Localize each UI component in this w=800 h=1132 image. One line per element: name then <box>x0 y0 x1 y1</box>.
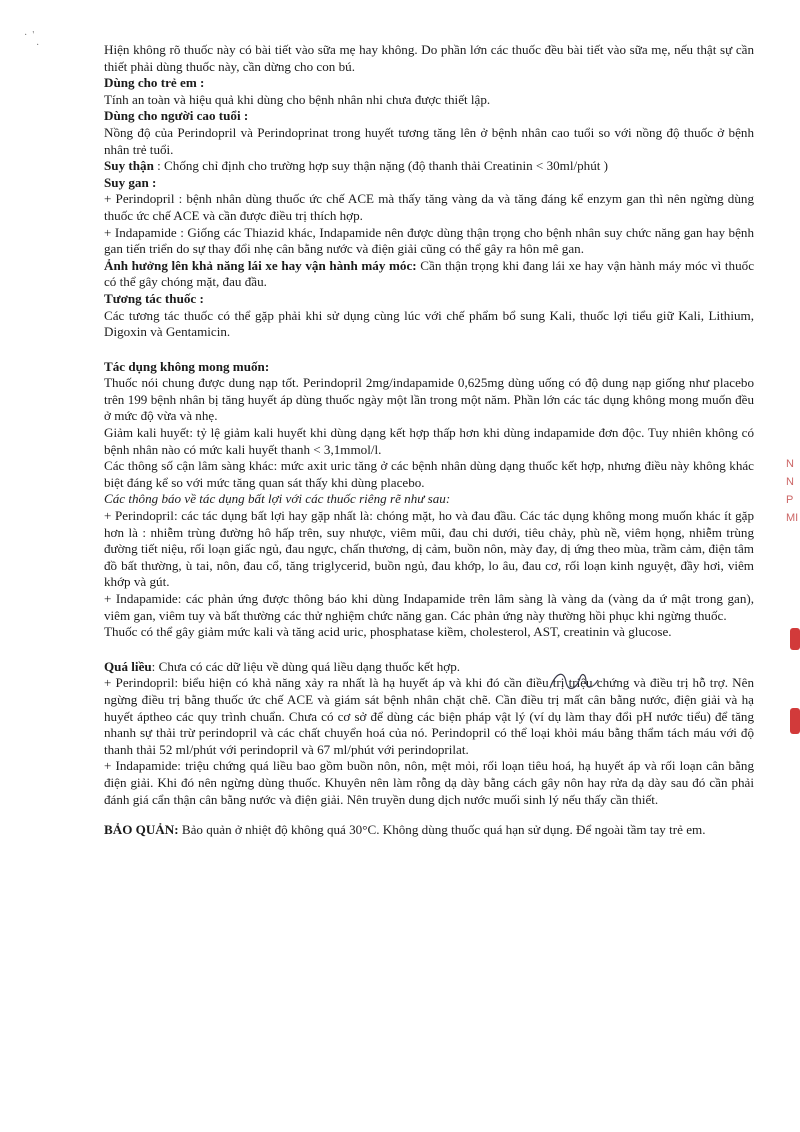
inline-text: Bảo quản ở nhiệt độ không quá 30°C. Không dùng thuốc quá hạn sử dụng. Để ngoài tầm tay trẻ em. <box>178 822 706 838</box>
paragraph: Nồng độ của Perindopril và Perindoprinat trong huyết tương tăng lên ở bệnh nhân cao tuổi so với nồng độ thuốc ở bệnh nhân trẻ tuổi. <box>104 124 754 157</box>
inline-text: Cần thận trọng khi đang lái xe hay vận hành máy móc vì thuốc có thể gây chóng mặt, đau đầu. <box>104 257 755 290</box>
margin-stamp-letter: N <box>786 476 794 488</box>
handwritten-initials <box>546 668 616 694</box>
red-stamp-mark <box>790 708 800 734</box>
paragraph: Các tương tác thuốc có thể gặp phải khi sử dụng cùng lúc với chế phẩm bổ sung Kali, thuốc lợi tiểu giữ Kali, Lithium, Digoxin và Gentamicin. <box>104 307 754 340</box>
paragraph: Hiện không rõ thuốc này có bài tiết vào sữa mẹ hay không. Do phần lớn các thuốc đều bài tiết vào sữa mẹ, nếu thật sự cần thiết phải dùng thuốc này, cần dừng cho con bú. <box>104 42 754 74</box>
margin-stamp-letter: P <box>786 494 794 506</box>
paragraph: + Indapamide: triệu chứng quá liều bao gồm buồn nôn, nôn, mệt mỏi, rối loạn tiêu hoá, hạ huyết áp và rối loạn cân bằng điện giải. Khi đó nên ngừng dùng thuốc. Khuyên nên làm rỗng dạ dày bằng cách gây nôn hay rửa dạ dày sau đó cần phải đánh giá cẩn thận cân bằng nước và điện giải. Nên truyền dung dịch nước muối sinh lý nếu thấy cần thiết. <box>104 758 754 807</box>
paragraph: + Perindopril : bệnh nhân dùng thuốc ức chế ACE mà thấy tăng vàng da và tăng đáng kể enzym gan thì nên ngừng dùng thuốc ức chế ACE và cần được điều trị thích hợp. <box>104 191 754 223</box>
section-heading: Dùng cho trẻ em : <box>104 75 205 91</box>
paragraph: + Indapamide : Giống các Thiazid khác, Indapamide nên được dùng thận trọng cho bệnh nhân suy chức năng gan hay bệnh gan tiến triển do sự thay đổi nhẹ cân bằng nước và điện giải cũng có thể gây ra hôn mê gan. <box>104 224 754 257</box>
paragraph <box>104 822 754 839</box>
paragraph: Các thông số cận lâm sàng khác: mức axit uric tăng ở các bệnh nhân dùng dạng thuốc kết hợp, nhưng điều này không khác biệt đáng kể so với mức tăng quan sát thấy khi dùng placebo. <box>104 458 754 490</box>
spacer <box>104 641 754 659</box>
paragraph: + Perindopril: biểu hiện có khả năng xảy ra nhất là hạ huyết áp và khi đó cần điều trị triệu chứng và điều trị hỗ trợ. Nên ngừng điều trị bằng thuốc ức chế ACE và giám sát bệnh nhân chặt chẽ. Cần điều trị mất cân bằng nước, điện giải và hạ huyết ápthеo các quy trình chuẩn. Chưa có cơ sở để dùng các biện pháp vật lý (ví dụ làm thay đổi pH nước tiểu) để tăng nhanh sự thải trừ perindopril và các chất chuyển hoá của nó. Perindopril có thể loại khỏi máu bằng thẩm tách máu với độ thanh thải 52 ml/phút với perindopril và 67 ml/phút với perindoprilat. <box>104 675 754 757</box>
paragraph <box>104 158 754 175</box>
inline-text: : Chống chỉ định cho trường hợp suy thận nặng (độ thanh thải Creatinin < 30ml/phút ) <box>153 158 609 174</box>
paragraph: + Perindopril: các tác dụng bất lợi hay gặp nhất là: chóng mặt, ho và đau đầu. Các tác dụng không mong muốn khác ít gặp hơn là : nhiễm trùng đường hô hấp trên, suy nhược, viêm mũi, đau chi dưới, tiêu chảy, phù nề, viêm họng, nhiễm trùng đường tiết niệu, rối loạn giấc ngủ, đau ngực, chấn thương, dị cảm, buồn nôn, mày đay, dị ứng theo mùa, trầm cảm, điện tâm đồ bất thường, ù tai, nôn, đau cổ, tăng triglycerid, buồn ngủ, đau khớp, lo âu, đau cơ, rối loạn kinh nguyệt, đầy hơi, viêm khớp và gút. <box>104 508 754 590</box>
margin-stamp-letter: MI <box>786 512 799 524</box>
spacer <box>104 341 754 359</box>
section-heading: Tương tác thuốc : <box>104 290 204 306</box>
inline-heading: Suy thận <box>104 158 154 174</box>
red-stamp-mark <box>790 628 800 650</box>
margin-stamp-letter: N <box>786 458 794 470</box>
spacer <box>104 808 754 822</box>
paragraph: Thuốc nói chung được dung nạp tốt. Perindopril 2mg/indapamide 0,625mg dùng uống có độ dung nạp giống như placebo trên 199 bệnh nhân bị tăng huyết áp dùng thuốc ngày một lần trong một năm. Phần lớn các tác dụng không mong muốn đều ở mức độ vừa và nhẹ. <box>104 375 754 424</box>
paragraph: Các thông báo về tác dụng bất lợi với các thuốc riêng rẽ như sau: <box>104 491 451 507</box>
inline-heading: Quá liều <box>104 658 152 674</box>
inline-text: : Chưa có các dữ liệu về dùng quá liều dạng thuốc kết hợp. <box>151 658 461 674</box>
paragraph: Giảm kali huyết: tỷ lệ giảm kali huyết khi dùng dạng kết hợp thấp hơn khi dùng indapamide đơn độc. Tuy nhiên không có bệnh nhân nào có mức kali huyết thanh < 3,1mmol/l. <box>104 425 754 457</box>
inline-heading: BẢO QUẢN: <box>104 822 179 838</box>
document-page <box>104 42 754 839</box>
scan-specks: · <box>36 40 40 51</box>
section-heading: Dùng cho người cao tuổi : <box>104 108 249 124</box>
section-heading: Tác dụng không mong muốn: <box>104 358 270 374</box>
paragraph: Tính an toàn và hiệu quả khi dùng cho bệnh nhân nhi chưa được thiết lập. <box>104 91 491 107</box>
paragraph: Thuốc có thể gây giảm mức kali và tăng acid uric, phosphatase kiềm, cholesterol, AST, creatinin và glucose. <box>104 624 672 640</box>
margin-stamp <box>786 455 800 527</box>
inline-heading: Ảnh hưởng lên khả năng lái xe hay vận hành máy móc: <box>104 257 417 273</box>
paragraph <box>104 258 754 291</box>
scan-specks: · ' <box>24 30 35 41</box>
paragraph <box>104 659 754 676</box>
paragraph: + Indapamide: các phản ứng được thông báo khi dùng Indapamide trên lâm sàng là vàng da (vàng da ứ mật trong gan), viêm gan, viêm tuy và bất thường các thử nghiệm chức năng gan. Các phản ứng này thường hồi phục khi ngừng thuốc. <box>104 591 754 623</box>
section-heading: Suy gan : <box>104 174 157 190</box>
